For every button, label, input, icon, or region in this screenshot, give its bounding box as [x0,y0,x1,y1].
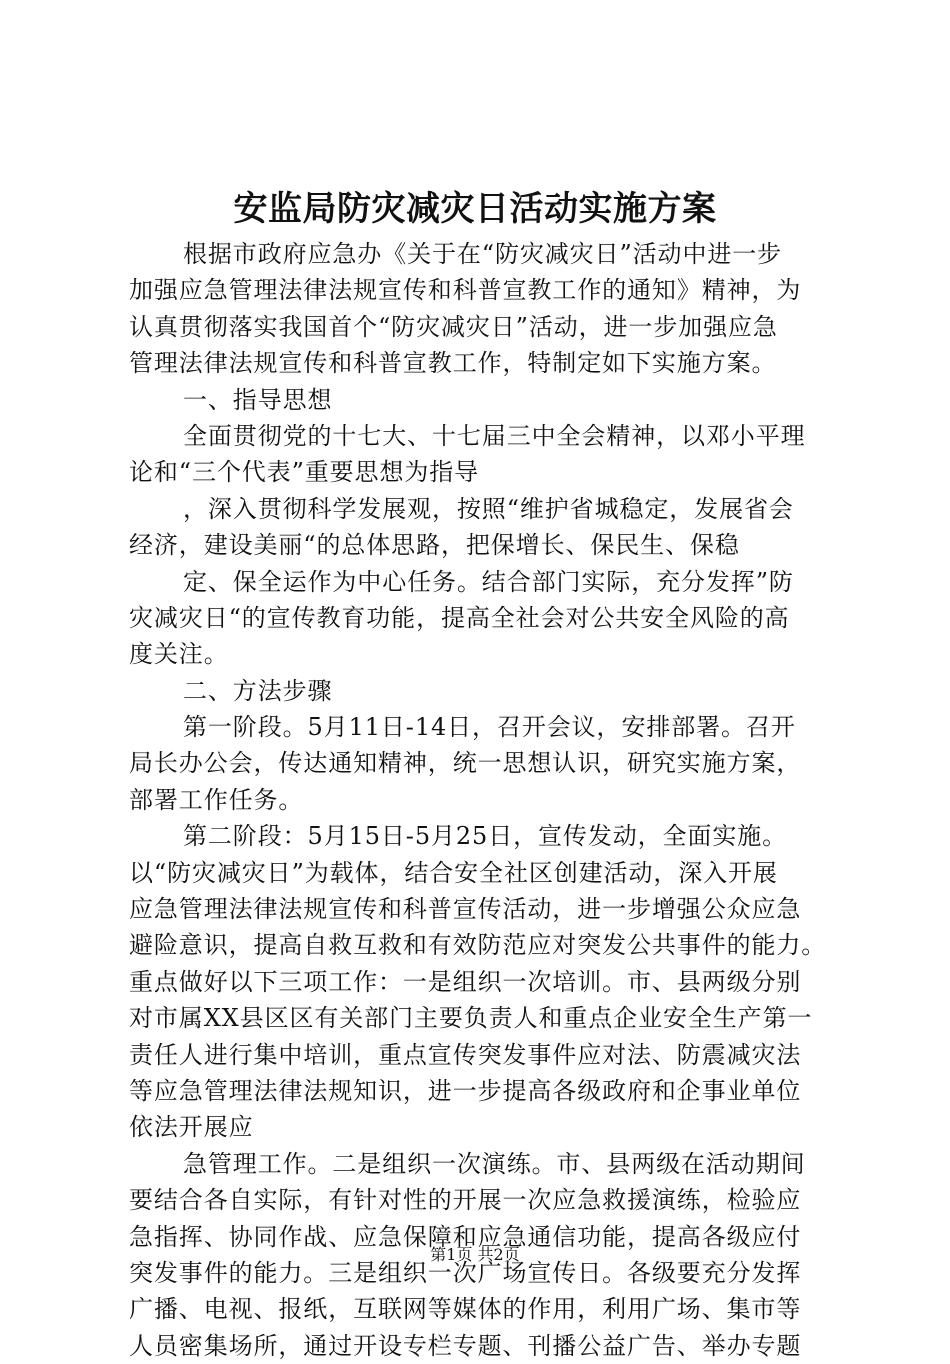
body-line: 广播、电视、报纸，互联网等媒体的作用，利用广场、集市等 [129,1295,802,1324]
body-line: 部署工作任务。 [129,785,304,814]
body-line: 突发事件的能力。三是组织一次广场宣传日。各级要充分发挥 [129,1258,802,1287]
body-line: 责任人进行集中培训，重点宣传突发事件应对法、防震减灾法 [129,1040,802,1069]
body-line: 第二阶段：5月15日-5月25日，宣传发动，全面实施。 [183,822,788,851]
body-line: 重点做好以下三项工作：一是组织一次培训。市、县两级分别 [129,967,802,996]
body-line: 根据市政府应急办《关于在“防灾减灾日”活动中进一步 [183,240,783,268]
body-line: 人员密集场所，通过开设专栏专题、刊播公益广告、举办专题 [129,1331,802,1360]
body-line: 要结合各自实际，有针对性的开展一次应急救援演练，检验应 [129,1186,802,1215]
body-line: 对市属XX县区区有关部门主要负责人和重点企业安全生产第一 [129,1004,813,1033]
body-line: 一、指导思想 [183,385,333,414]
body-line: 急管理工作。二是组织一次演练。市、县两级在活动期间 [183,1149,806,1178]
page-footer: 第1页 共2页 [430,1245,520,1264]
body-line: 论和“三个代表”重要思想为指导 [129,458,480,487]
document-title: 安监局防灾减灾日活动实施方案 [233,189,717,229]
body-line: 管理法律法规宣传和科普宣教工作，特制定如下实施方案。 [129,349,777,378]
body-line: 急指挥、协同作战、应急保障和应急通信功能，提高各级应付 [129,1222,802,1251]
body-line: 定、保全运作为中心任务。结合部门实际，充分发挥”防 [183,567,794,596]
body-line: 灾减灾日“的宣传教育功能，提高全社会对公共安全风险的高 [129,603,790,632]
body-line: 加强应急管理法律法规宣传和科普宣教工作的通知》精神，为 [129,276,802,305]
body-line: 经济，建设美丽“的总体思路，把保增长、保民生、保稳 [129,531,740,560]
body-line: 度关注。 [129,640,229,669]
body-line: 认真贯彻落实我国首个“防灾减灾日”活动，进一步加强应急 [129,312,778,341]
body-line: 应急管理法律法规宣传和科普宣传活动，进一步增强公众应急 [129,895,802,924]
document-body [129,236,834,1364]
body-line: 局长办公会，传达通知精神，统一思想认识，研究实施方案， [129,749,802,778]
body-line: 第一阶段。5月11日-14日，召开会议，安排部署。召开 [183,713,796,742]
body-line: ，深入贯彻科学发展观，按照“维护省城稳定，发展省会 [183,494,794,523]
body-line: 全面贯彻党的十七大、十七届三中全会精神，以邓小平理 [183,421,806,450]
body-line: 依法开展应 [129,1113,254,1142]
body-line: 以“防灾减灾日”为载体，结合安全社区创建活动，深入开展 [129,858,778,887]
body-line: 二、方法步骤 [183,676,333,705]
body-line: 等应急管理法律法规知识，进一步提高各级政府和企事业单位 [129,1076,802,1105]
body-line: 避险意识，提高自救互救和有效防范应对突发公共事件的能力。 [129,931,827,960]
